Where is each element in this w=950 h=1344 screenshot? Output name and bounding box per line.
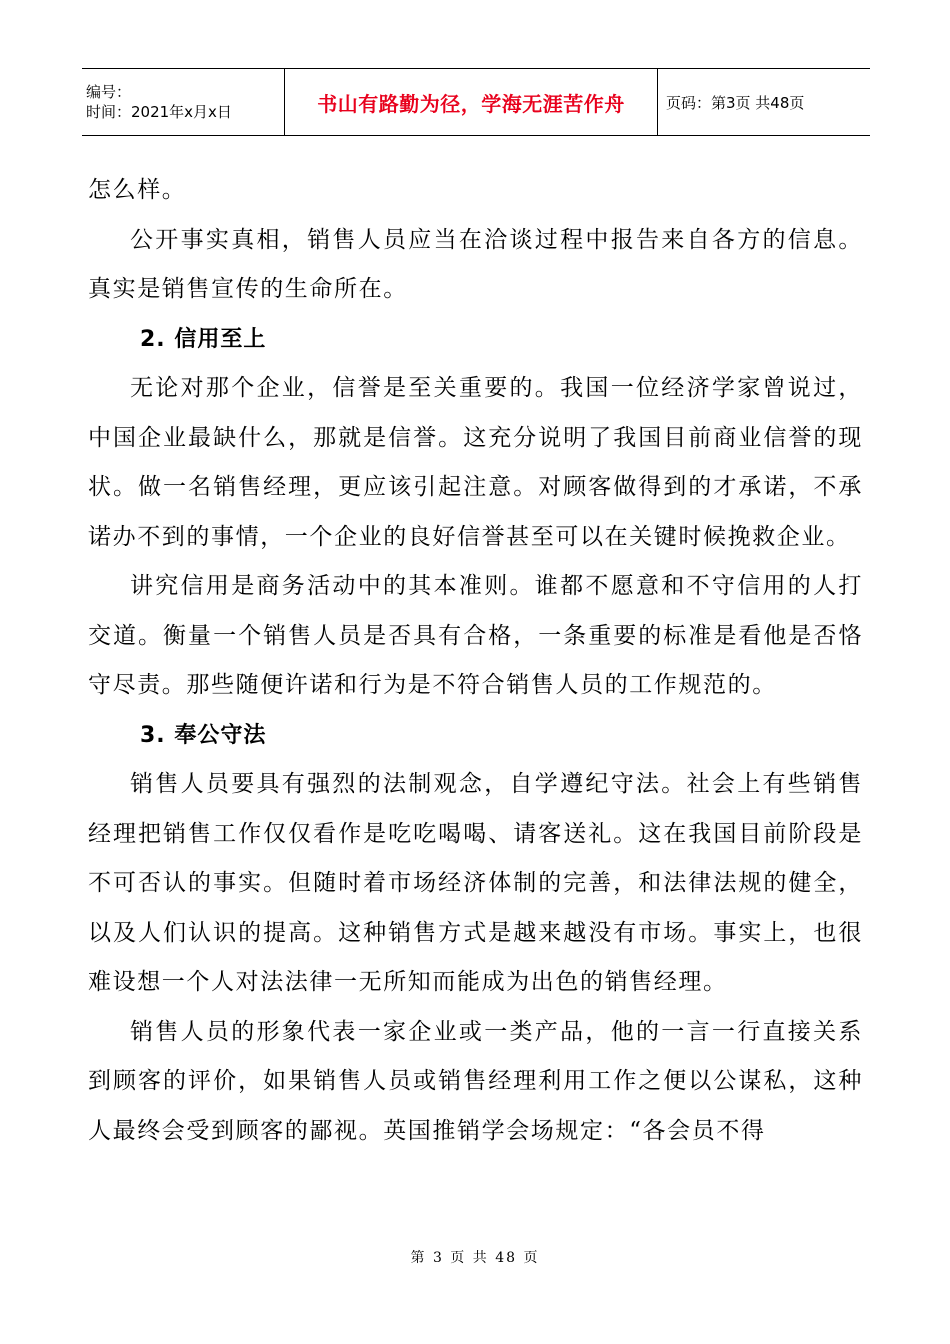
header-motto: 书山有路勤为径，学海无涯苦作舟 [285,69,658,136]
header-number-label: 编号： [86,83,132,101]
header-meta-cell [82,69,285,136]
document-header [82,68,870,136]
section-heading-credit: 2. 信用至上 [140,326,267,352]
header-page-info: 页码：第3页 共48页 [658,69,871,136]
paragraph-credit-2: 讲究信用是商务活动中的其本准则。谁都不愿意和不守信用的人打交道。衡量一个销售人员是否具有合格，一条重要的标准是看他是否恪守尽责。那些随便许诺和行为是不符合销售人员的工作规范的。 [88,573,863,698]
paragraph-law-1: 销售人员要具有强烈的法制观念，自学遵纪守法。社会上有些销售经理把销售工作仅仅看作是吃吃喝喝、请客送礼。这在我国目前阶段是不可否认的事实。但随时着市场经济体制的完善，和法律法规的健全，以及人们认识的提高。这种销售方式是越来越没有市场。事实上，也很难设想一个人对法法律一无所知而能成为出色的销售经理。 [88,771,863,995]
paragraph-continuation: 怎么样。 [88,177,187,203]
page-footer: 第 3 页 共 48 页 [410,1250,540,1266]
paragraph-law-2: 销售人员的形象代表一家企业或一类产品，他的一言一行直接关系到顾客的评价，如果销售人员或销售经理利用工作之便以公谋私，这种人最终会受到顾客的鄙视。英国推销学会场规定：“各会员不得 [88,1018,863,1144]
paragraph-truth: 公开事实真相，销售人员应当在洽谈过程中报告来自各方的信息。真实是销售宣传的生命所在。 [88,226,863,302]
paragraph-credit-1: 无论对那个企业，信誉是至关重要的。我国一位经济学家曾说过，中国企业最缺什么，那就是信誉。这充分说明了我国目前商业信誉的现状。做一名销售经理，更应该引起注意。对顾客做得到的才承诺，不承诺办不到的事情，一个企业的良好信誉甚至可以在关键时候挽救企业。 [88,375,863,550]
header-time-label: 时间：2021年x月x日 [86,103,232,121]
document-body [88,166,863,1156]
section-heading-law: 3. 奉公守法 [140,722,267,748]
